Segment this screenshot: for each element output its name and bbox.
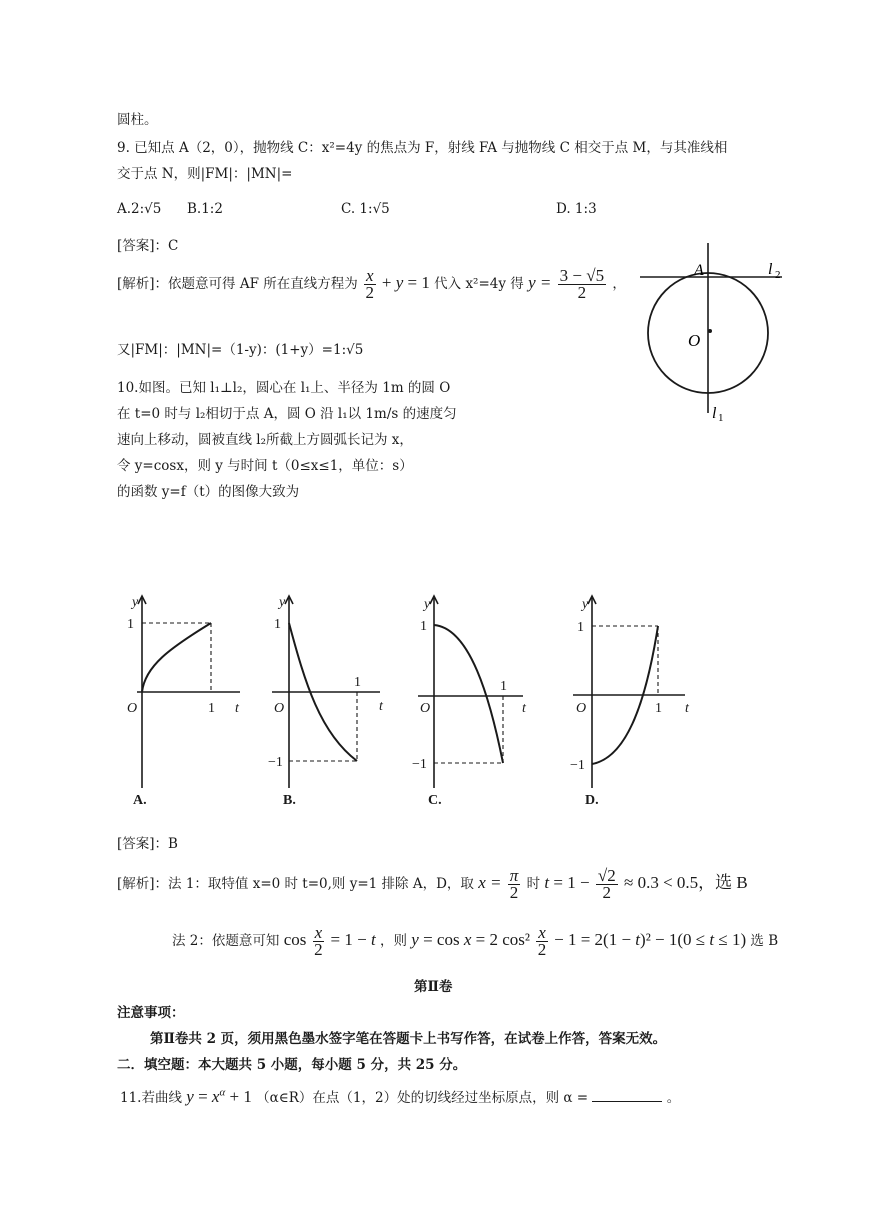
math-x-eq: x = bbox=[478, 873, 502, 892]
graph-a bbox=[137, 596, 240, 788]
graph-a-t-label: t bbox=[235, 701, 239, 716]
q11-prefix: 11.若曲线 bbox=[120, 1090, 182, 1106]
q11-end: 。 bbox=[666, 1090, 681, 1106]
fraction-x-over-2-c: $\frac{x}{2}$ bbox=[537, 923, 547, 959]
q10-analysis-method1 bbox=[117, 868, 748, 901]
q10-stem-line5: 的函数 y=f（t）的图像大致为 bbox=[117, 484, 300, 500]
math-result: − 1 = 2(1 − t)² − 1(0 ≤ t ≤ 1) bbox=[554, 930, 747, 949]
fraction-x-over-2: $\frac{x}{2}$ bbox=[365, 266, 375, 302]
graph-b-y-label: y bbox=[279, 595, 286, 610]
q9-analysis-prefix: [解析]：依题意可得 AF 所在直线方程为 bbox=[117, 276, 358, 292]
notice-title: 注意事项： bbox=[117, 1005, 185, 1021]
q10-answer: [答案]：B bbox=[117, 836, 178, 852]
graph-b-neg-one: −1 bbox=[268, 755, 283, 770]
graph-b-one-x: 1 bbox=[354, 675, 361, 690]
graph-d-one-x: 1 bbox=[655, 701, 662, 716]
graph-a-label: A. bbox=[133, 793, 147, 808]
fraction-sqrt2-over-2: $\frac{√2}{2}$ bbox=[597, 866, 616, 902]
fraction-pi-over-2: $\frac{\pi}{2}$ bbox=[509, 866, 519, 902]
math-cos: cos bbox=[283, 930, 307, 949]
equation-plus-y-eq-1: + y = 1 bbox=[381, 273, 430, 292]
graph-c-origin: O bbox=[420, 701, 431, 716]
graph-d-origin: O bbox=[576, 701, 587, 716]
method2-prefix: 法 2：依题意可知 bbox=[172, 933, 280, 949]
q10-stem-line4: 令 y=cosx，则 y 与时间 t（0≤x≤1，单位：s） bbox=[117, 458, 413, 474]
method1-prefix: [解析]：法 1：取特值 x=0 时 t=0,则 y=1 排除 A，D，取 bbox=[117, 876, 474, 892]
label-o: O bbox=[688, 331, 701, 350]
graph-a-y-label: y bbox=[132, 595, 139, 610]
label-l2-sub: 2 bbox=[775, 269, 781, 281]
method1-mid: 时 bbox=[526, 876, 541, 892]
q9-option-d: D. 1:3 bbox=[556, 201, 597, 217]
center-dot bbox=[708, 329, 712, 333]
graph-b-origin: O bbox=[274, 701, 285, 716]
q10-analysis-method2 bbox=[172, 925, 778, 958]
equation-y-eq: y = bbox=[528, 273, 552, 292]
q9-analysis-line2: 又|FM|：|MN|=（1-y)：(1+y）=1:√5 bbox=[117, 342, 364, 358]
graph-b bbox=[272, 596, 380, 788]
graph-d-one-y: 1 bbox=[577, 620, 584, 635]
label-a: A bbox=[694, 262, 704, 279]
notice-body: 第Ⅱ卷共 2 页，须用黑色墨水签字笔在答题卡上书写作答，在试卷上作答，答案无效。 bbox=[150, 1031, 667, 1047]
q9-option-c: C. 1:√5 bbox=[341, 201, 390, 217]
fraction-x-over-2-b: $\frac{x}{2}$ bbox=[314, 923, 323, 959]
graph-d-t-label: t bbox=[685, 701, 689, 716]
text-line-cylinder: 圆柱。 bbox=[117, 112, 158, 128]
q9-option-a: A.2:√5 bbox=[117, 201, 162, 217]
curve-a bbox=[142, 623, 211, 692]
section-title: 第Ⅱ卷 bbox=[414, 979, 453, 995]
q9-option-b: B.1:2 bbox=[187, 201, 223, 217]
graph-a-one-x: 1 bbox=[208, 701, 215, 716]
graph-c-y-label: y bbox=[424, 597, 431, 612]
q11-stem bbox=[120, 1086, 680, 1107]
graph-d bbox=[573, 596, 685, 788]
q9-answer: [答案]：C bbox=[117, 238, 179, 254]
q9-analysis-mid: 代入 x²=4y 得 bbox=[434, 276, 524, 292]
fraction-3-minus-sqrt5-over-2: $\frac{3 - √5}{2}$ bbox=[559, 266, 605, 302]
graph-c-neg-one: −1 bbox=[412, 757, 427, 772]
graph-c-one-x: 1 bbox=[500, 679, 507, 694]
q10-stem-line3: 速向上移动，圆被直线 l₂所截上方圆弧长记为 x， bbox=[117, 432, 413, 448]
math-t-eq: t = 1 − bbox=[544, 873, 590, 892]
method2-mid: ，则 bbox=[379, 933, 407, 949]
label-l1-sub: 1 bbox=[718, 412, 724, 423]
graph-options bbox=[125, 588, 715, 813]
q11-body: （α∈R）在点（1，2）处的切线经过坐标原点，则 α = bbox=[256, 1090, 589, 1106]
label-l1: l bbox=[712, 405, 717, 422]
q9-stem-line1: 9. 已知点 A（2，0），抛物线 C：x²=4y 的焦点为 F，射线 FA 与抛物线 C 相交于点 M，与其准线相 bbox=[117, 140, 728, 156]
method2-post: 选 B bbox=[750, 933, 779, 949]
q11-answer-blank[interactable] bbox=[592, 1087, 662, 1102]
curve-c bbox=[434, 625, 503, 763]
math-curve: $y = x^\alpha + 1$ bbox=[186, 1086, 252, 1106]
graph-d-label: D. bbox=[585, 793, 599, 808]
label-l2: l bbox=[768, 261, 773, 278]
graph-b-one-y: 1 bbox=[274, 617, 281, 632]
graph-c bbox=[418, 596, 523, 788]
q10-stem-line2: 在 t=0 时与 l₂相切于点 A，圆 O 沿 l₁以 1m/s 的速度匀 bbox=[117, 406, 457, 422]
math-eq-1-minus-t: = 1 − t bbox=[330, 930, 376, 949]
graph-a-origin: O bbox=[127, 701, 138, 716]
graph-b-label: B. bbox=[283, 793, 296, 808]
math-y-eq-cos: y = cos x = 2 cos² bbox=[411, 930, 530, 949]
graph-d-y-label: y bbox=[582, 597, 589, 612]
circle-figure bbox=[636, 243, 786, 423]
graph-c-label: C. bbox=[428, 793, 442, 808]
q10-stem-line1: 10.如图。已知 l₁⊥l₂，圆心在 l₁上、半径为 1m 的圆 O bbox=[117, 380, 451, 396]
graph-c-one-y: 1 bbox=[420, 619, 427, 634]
graph-b-t-label: t bbox=[379, 699, 383, 714]
method1-post: ≈ 0.3 < 0.5，选 B bbox=[624, 873, 748, 892]
graph-c-t-label: t bbox=[522, 701, 526, 716]
q9-analysis-line1: [解析]：依题意可得 AF 所在直线方程为 $\frac{x}{2}$ + y = 1 代入 x²=4y 得 y = $\frac{3 - √5}{2}$ ， bbox=[117, 266, 626, 302]
q9-stem-line2: 交于点 N，则|FM|：|MN|= bbox=[117, 166, 293, 182]
graph-a-one-y: 1 bbox=[127, 617, 134, 632]
graph-d-neg-one: −1 bbox=[570, 758, 585, 773]
part2-heading: 二．填空题：本大题共 5 小题，每小题 5 分，共 25 分。 bbox=[117, 1057, 467, 1073]
